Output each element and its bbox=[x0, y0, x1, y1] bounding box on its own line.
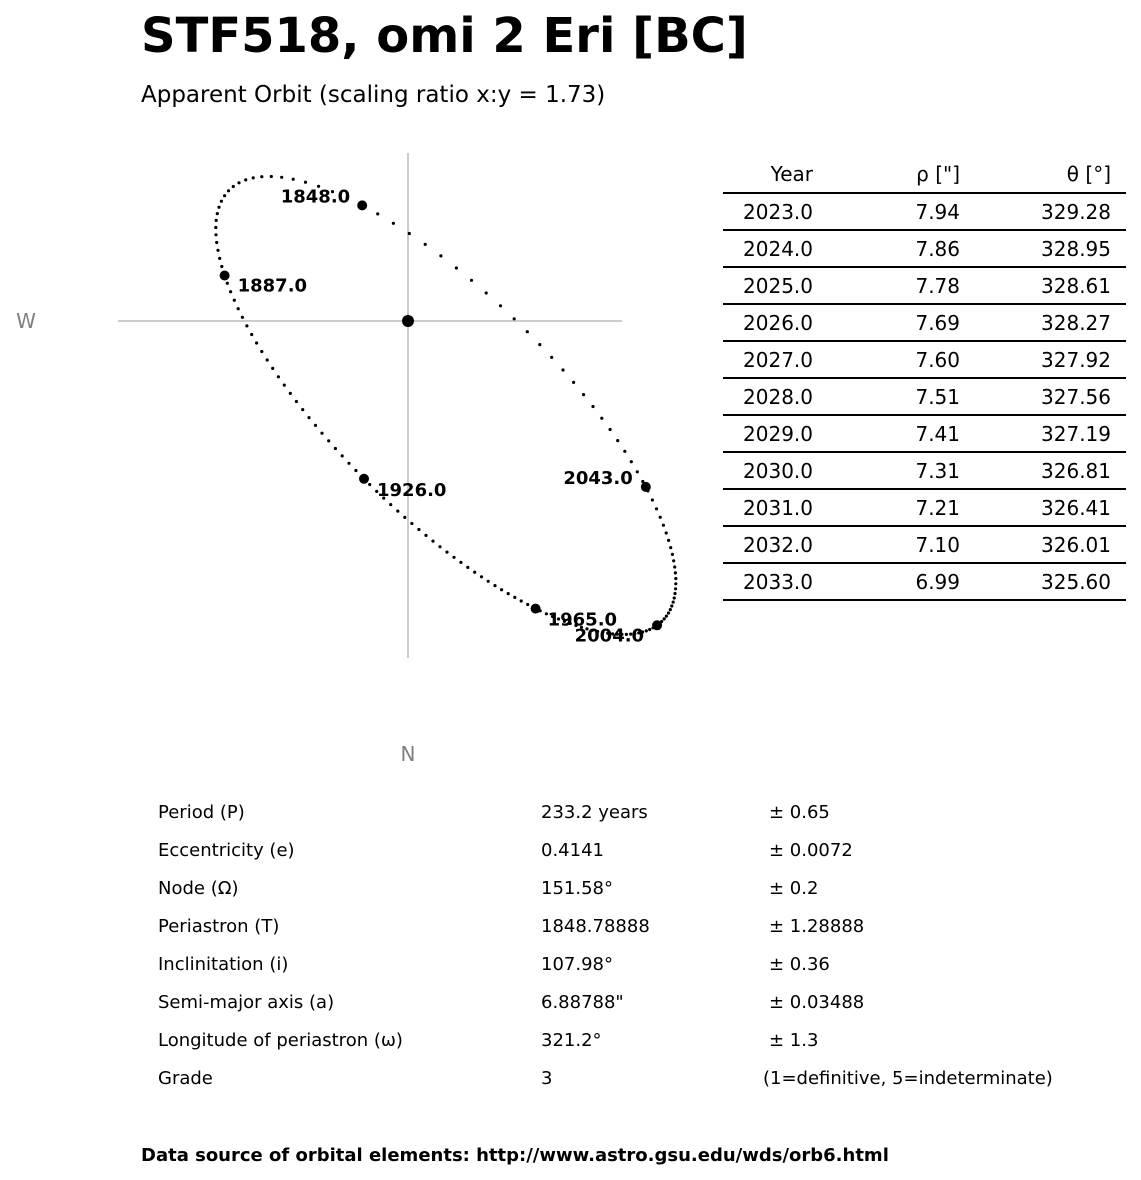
orbit-dot bbox=[368, 483, 371, 486]
cell-year: 2031.0 bbox=[723, 489, 813, 526]
orbit-dot bbox=[347, 462, 350, 465]
orbit-dot bbox=[550, 356, 553, 359]
orbit-dot bbox=[216, 212, 219, 215]
orbit-dot bbox=[452, 556, 455, 559]
header-year: Year bbox=[723, 156, 813, 193]
cell-rho: 6.99 bbox=[813, 563, 960, 600]
cell-year: 2025.0 bbox=[723, 267, 813, 304]
epoch-label: 2043.0 bbox=[563, 467, 633, 489]
epoch-label: 1926.0 bbox=[377, 479, 447, 501]
orbit-dot bbox=[636, 470, 639, 473]
orbit-dot bbox=[334, 447, 337, 450]
orbit-dot bbox=[220, 200, 223, 203]
orbit-dot bbox=[671, 553, 674, 556]
orbit-dot bbox=[396, 510, 399, 513]
element-value: 6.88788" bbox=[541, 992, 624, 1013]
orbit-dot bbox=[561, 368, 564, 371]
element-error: ± 0.36 bbox=[769, 954, 830, 975]
epoch-point bbox=[220, 271, 230, 281]
data-source-footer: Data source of orbital elements: http://www.astro.gsu.edu/wds/orb6.html bbox=[141, 1145, 889, 1166]
orbit-dot bbox=[341, 454, 344, 457]
orbit-dot bbox=[217, 206, 220, 209]
orbit-dot bbox=[674, 587, 677, 590]
orbit-dot bbox=[466, 566, 469, 569]
orbit-dot bbox=[424, 534, 427, 537]
element-value: 3 bbox=[541, 1068, 553, 1089]
orbit-dot bbox=[438, 545, 441, 548]
orbit-dot bbox=[270, 175, 273, 178]
orbit-dot bbox=[669, 608, 672, 611]
element-value: 107.98° bbox=[541, 954, 613, 975]
cell-theta: 326.41 bbox=[960, 489, 1126, 526]
orbit-dot bbox=[487, 580, 490, 583]
orbit-dot bbox=[233, 299, 236, 302]
orbit-dot bbox=[283, 384, 286, 387]
epoch-label: 2004.0 bbox=[574, 625, 645, 647]
orbit-dots bbox=[214, 175, 677, 636]
table-row bbox=[723, 341, 1126, 378]
orbit-dot bbox=[237, 181, 240, 184]
element-name: Eccentricity (e) bbox=[158, 840, 295, 861]
element-value: 321.2° bbox=[541, 1030, 602, 1051]
orbit-dot bbox=[455, 266, 458, 269]
epoch-label: 1965.0 bbox=[547, 609, 618, 631]
orbit-dot bbox=[499, 304, 502, 307]
orbit-dot bbox=[674, 571, 677, 574]
orbit-dot bbox=[630, 460, 633, 463]
orbit-dot bbox=[218, 257, 221, 260]
orbit-dot bbox=[266, 358, 269, 361]
element-name: Longitude of periastron (ω) bbox=[158, 1030, 403, 1051]
epoch-point bbox=[531, 604, 541, 614]
orbit-dot bbox=[513, 596, 516, 599]
orbit-dot bbox=[226, 282, 229, 285]
orbit-dot bbox=[572, 381, 575, 384]
orbit-dot bbox=[662, 524, 665, 527]
orbit-dot bbox=[673, 565, 676, 568]
table-row bbox=[723, 193, 1126, 230]
cell-theta: 325.60 bbox=[960, 563, 1126, 600]
element-name: Semi-major axis (a) bbox=[158, 992, 335, 1013]
orbit-dot bbox=[673, 596, 676, 599]
orbit-dot bbox=[260, 175, 263, 178]
element-value: 151.58° bbox=[541, 878, 613, 899]
epoch-label: 1848.0 bbox=[280, 186, 351, 208]
orbit-dot bbox=[417, 528, 420, 531]
cell-year: 2026.0 bbox=[723, 304, 813, 341]
orbit-dot bbox=[513, 317, 516, 320]
orbit-dot bbox=[526, 603, 529, 606]
orbit-dot bbox=[295, 400, 298, 403]
orbit-dot bbox=[307, 416, 310, 419]
orbit-dot bbox=[667, 539, 670, 542]
orbit-dot bbox=[280, 176, 283, 179]
element-error: ± 0.2 bbox=[769, 878, 819, 899]
orbit-dot bbox=[520, 599, 523, 602]
orbit-dot bbox=[392, 222, 395, 225]
element-error: ± 0.0072 bbox=[769, 840, 853, 861]
chart-title: STF518, omi 2 Eri [BC] bbox=[141, 8, 748, 64]
north-label: N bbox=[400, 742, 416, 766]
cell-year: 2033.0 bbox=[723, 563, 813, 600]
orbit-dot bbox=[445, 551, 448, 554]
cell-theta: 328.27 bbox=[960, 304, 1126, 341]
cell-theta: 327.92 bbox=[960, 341, 1126, 378]
orbit-dot bbox=[244, 178, 247, 181]
orbit-dot bbox=[507, 592, 510, 595]
orbit-dot bbox=[220, 265, 223, 268]
epoch-point bbox=[641, 482, 651, 492]
orbit-dot bbox=[439, 254, 442, 257]
orbit-dot bbox=[277, 375, 280, 378]
orbit-dot bbox=[354, 469, 357, 472]
cell-rho: 7.51 bbox=[813, 378, 960, 415]
orbit-dot bbox=[493, 584, 496, 587]
cell-year: 2027.0 bbox=[723, 341, 813, 378]
element-name: Node (Ω) bbox=[158, 878, 239, 899]
orbit-dot bbox=[314, 424, 317, 427]
orbit-dot bbox=[591, 405, 594, 408]
table-row bbox=[723, 230, 1126, 267]
cell-theta: 326.01 bbox=[960, 526, 1126, 563]
cell-year: 2029.0 bbox=[723, 415, 813, 452]
orbit-dot bbox=[237, 307, 240, 310]
orbit-dot bbox=[659, 516, 662, 519]
orbit-dot bbox=[250, 333, 253, 336]
orbit-dot bbox=[645, 629, 648, 632]
orbit-dot bbox=[403, 516, 406, 519]
orbit-dot bbox=[674, 577, 677, 580]
element-name: Grade bbox=[158, 1068, 213, 1089]
cell-theta: 328.95 bbox=[960, 230, 1126, 267]
orbit-dot bbox=[301, 408, 304, 411]
cell-theta: 326.81 bbox=[960, 452, 1126, 489]
table-row bbox=[723, 378, 1126, 415]
orbit-dot bbox=[459, 561, 462, 564]
orbit-dot bbox=[389, 503, 392, 506]
orbit-dot bbox=[485, 291, 488, 294]
element-name: Periastron (T) bbox=[158, 916, 280, 937]
cell-rho: 7.78 bbox=[813, 267, 960, 304]
orbit-dot bbox=[252, 176, 255, 179]
cell-theta: 327.56 bbox=[960, 378, 1126, 415]
orbit-dot bbox=[673, 592, 676, 595]
cell-rho: 7.86 bbox=[813, 230, 960, 267]
orbit-dot bbox=[526, 330, 529, 333]
cell-rho: 7.69 bbox=[813, 304, 960, 341]
orbit-dot bbox=[216, 249, 219, 252]
cell-year: 2030.0 bbox=[723, 452, 813, 489]
orbit-dot bbox=[473, 571, 476, 574]
orbit-dot bbox=[304, 181, 307, 184]
element-value: 0.4141 bbox=[541, 840, 604, 861]
orbit-dot bbox=[616, 439, 619, 442]
orbit-dot bbox=[480, 575, 483, 578]
orbit-dot bbox=[229, 290, 232, 293]
orbit-dot bbox=[214, 233, 217, 236]
orbit-dot bbox=[470, 279, 473, 282]
epoch-point bbox=[357, 200, 367, 210]
epoch-point bbox=[359, 474, 369, 484]
element-value: 1848.78888 bbox=[541, 916, 650, 937]
orbit-dot bbox=[289, 392, 292, 395]
orbit-dot bbox=[376, 212, 379, 215]
orbit-dot bbox=[665, 615, 668, 618]
orbit-plot bbox=[0, 140, 700, 780]
cell-year: 2024.0 bbox=[723, 230, 813, 267]
element-error: ± 1.28888 bbox=[769, 916, 865, 937]
table-row bbox=[723, 452, 1126, 489]
orbit-dot bbox=[245, 324, 248, 327]
orbit-dot bbox=[600, 417, 603, 420]
cell-rho: 7.60 bbox=[813, 341, 960, 378]
orbit-dot bbox=[227, 189, 230, 192]
element-error: ± 0.65 bbox=[769, 802, 830, 823]
cell-rho: 7.10 bbox=[813, 526, 960, 563]
orbit-dot bbox=[651, 498, 654, 501]
orbit-dot bbox=[408, 232, 411, 235]
element-error: ± 0.03488 bbox=[769, 992, 865, 1013]
orbit-dot bbox=[665, 531, 668, 534]
cell-rho: 7.31 bbox=[813, 452, 960, 489]
element-value: 233.2 years bbox=[541, 802, 648, 823]
orbit-dot bbox=[623, 450, 626, 453]
header-theta: θ [°] bbox=[960, 156, 1126, 193]
orbit-dot bbox=[292, 178, 295, 181]
orbit-dot bbox=[255, 341, 258, 344]
west-label: W bbox=[16, 309, 36, 333]
orbit-dot bbox=[655, 507, 658, 510]
orbit-dot bbox=[663, 617, 666, 620]
orbit-dot bbox=[410, 522, 413, 525]
orbit-dot bbox=[672, 559, 675, 562]
cell-theta: 329.28 bbox=[960, 193, 1126, 230]
orbit-dot bbox=[214, 226, 217, 229]
epoch-label: 1887.0 bbox=[237, 275, 308, 297]
table-row bbox=[723, 489, 1126, 526]
orbit-dot bbox=[241, 316, 244, 319]
orbit-dot bbox=[215, 241, 218, 244]
table-row bbox=[723, 267, 1126, 304]
cell-rho: 7.21 bbox=[813, 489, 960, 526]
orbit-dot bbox=[271, 367, 274, 370]
orbit-dot bbox=[648, 628, 651, 631]
orbit-dot bbox=[327, 439, 330, 442]
cell-rho: 7.41 bbox=[813, 415, 960, 452]
element-error: ± 1.3 bbox=[769, 1030, 819, 1051]
table-row bbox=[723, 563, 1126, 600]
element-error: (1=definitive, 5=indeterminate) bbox=[763, 1068, 1053, 1089]
cell-year: 2032.0 bbox=[723, 526, 813, 563]
orbit-dot bbox=[609, 428, 612, 431]
orbit-dot bbox=[670, 604, 673, 607]
orbit-dot bbox=[669, 546, 672, 549]
orbit-dot bbox=[672, 601, 675, 604]
header-rho: ρ ["] bbox=[813, 156, 960, 193]
ephemeris-header-row bbox=[723, 156, 1126, 193]
table-row bbox=[723, 415, 1126, 452]
cell-year: 2028.0 bbox=[723, 378, 813, 415]
table-row bbox=[723, 304, 1126, 341]
orbit-dot bbox=[260, 350, 263, 353]
cell-rho: 7.94 bbox=[813, 193, 960, 230]
element-name: Inclinitation (i) bbox=[158, 954, 289, 975]
cell-year: 2023.0 bbox=[723, 193, 813, 230]
ephemeris-table bbox=[723, 156, 1126, 601]
orbit-dot bbox=[424, 243, 427, 246]
chart-subtitle: Apparent Orbit (scaling ratio x:y = 1.73) bbox=[141, 82, 606, 108]
orbit-dot bbox=[674, 582, 677, 585]
orbit-dot bbox=[667, 611, 670, 614]
orbit-dot bbox=[500, 588, 503, 591]
table-row bbox=[723, 526, 1126, 563]
epoch-point bbox=[652, 620, 662, 630]
primary-star bbox=[402, 315, 414, 327]
orbit-dot bbox=[223, 194, 226, 197]
element-name: Period (P) bbox=[158, 802, 245, 823]
orbit-dot bbox=[431, 540, 434, 543]
cell-theta: 328.61 bbox=[960, 267, 1126, 304]
orbit-dot bbox=[538, 343, 541, 346]
orbit-dot bbox=[582, 393, 585, 396]
cell-theta: 327.19 bbox=[960, 415, 1126, 452]
orbit-dot bbox=[320, 432, 323, 435]
orbit-dot bbox=[232, 185, 235, 188]
orbit-dot bbox=[215, 219, 218, 222]
